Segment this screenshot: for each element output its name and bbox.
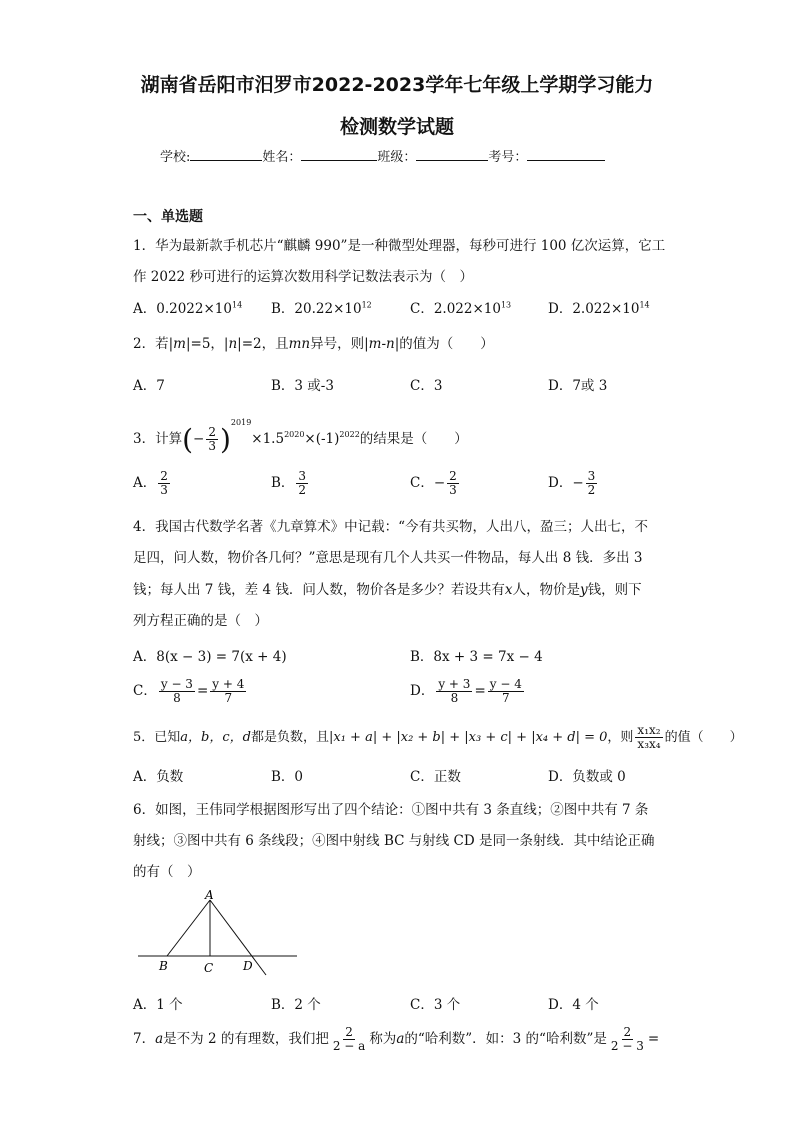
name-blank (301, 148, 377, 161)
point-label-c: C (204, 961, 214, 975)
q3-fraction: $\frac{2}{3}$ (208, 425, 216, 453)
q5-stem: 5．已知a，b，c，d都是负数，且|x₁ + a| + |x₂ + b| + |x₃ + c| + |x₄ + d| = 0，则 $\frac{\text{x₁x₂}}{\text{x₃x₄}}$ 的值（ ） (133, 723, 743, 751)
name-label: 姓名： (262, 150, 302, 165)
q6-stem-line3: 的有（ ） (133, 864, 201, 880)
line-ad (210, 900, 266, 975)
school-label: 学校: (160, 150, 191, 165)
q2-option-c: C．3 (410, 378, 443, 394)
q4-option-c: C． $\frac{y - 3}{8}$ = $\frac{y + 4}{7}$ (133, 677, 245, 705)
q2-stem: 2．若|m|=5，|n|=2，且mn异号，则|m-n|的值为（ ） (133, 336, 494, 352)
point-label-d: D (243, 959, 253, 973)
q3-option-d: D．− $\frac{3}{2}$ (548, 469, 596, 497)
q1-stem-line2: 作 2022 秒可进行的运算次数用科学记数法表示为（ ） (133, 269, 473, 285)
q2-option-d: D．7或 3 (548, 378, 608, 394)
q2-option-b: B．3 或-3 (271, 378, 334, 394)
q5-option-d: D．负数或 0 (548, 769, 626, 785)
q1-option-d: D．$2.022\times 10^{14}$ (548, 300, 650, 317)
q3-stem: 3．计算(− $\frac{2}{3}$ )$^{2019}\times 1.5^{2020}\times(-1)^{2022}$的结果是（ ） (133, 418, 468, 456)
q4-stem-line2: 足四，问人数，物价各几何？”意思是现有几个人共买一件物品，每人出 8 钱．多出 3 (133, 550, 643, 566)
q3-option-c: C．− $\frac{2}{3}$ (410, 469, 457, 497)
q1-option-b: B．$20.22\times 10^{12}$ (271, 300, 372, 317)
q4-option-b: B．8x + 3 = 7x − 4 (410, 649, 543, 665)
student-info-row (160, 146, 605, 165)
q5-option-c: C．正数 (410, 769, 461, 785)
q4-option-a: A．8(x − 3) = 7(x + 4) (133, 649, 287, 665)
q6-stem-line1: 6．如图，王伟同学根据图形写出了四个结论：①图中共有 3 条直线；②图中共有 7 条 (133, 802, 649, 818)
q6-option-a: A．1 个 (133, 997, 183, 1013)
q1-stem-line1: 1．华为最新款手机芯片“麒麟 990”是一种微型处理器，每秒可进行 100 亿次运算，它工 (133, 238, 666, 254)
school-blank (190, 148, 262, 161)
q5-option-b: B．0 (271, 769, 304, 785)
q6-option-b: B．2 个 (271, 997, 321, 1013)
q4-stem-line4: 列方程正确的是（ ） (133, 613, 268, 629)
q6-geometry-figure (130, 885, 310, 980)
q1-option-a: A．$0.2022\times 10^{14}$ (133, 300, 243, 317)
class-label: 班级： (377, 150, 417, 165)
class-blank (416, 148, 488, 161)
q3-option-b: B． $\frac{3}{2}$ (271, 469, 307, 497)
q1-option-c: C．$2.022\times 10^{13}$ (410, 300, 512, 317)
q4-stem-line1: 4．我国古代数学名著《九章算术》中记载：“今有共买物，人出八，盈三；人出七，不 (133, 519, 648, 535)
q7-stem: 7．a是不为 2 的有理数，我们把 $\frac{2}{2 - a}$ 称为a的“哈利数”．如：3 的“哈利数”是 $\frac{2}{2 - 3}$ = (133, 1025, 660, 1053)
q5-option-a: A．负数 (133, 769, 184, 785)
number-label: 考号： (488, 150, 528, 165)
number-blank (527, 148, 605, 161)
point-label-b: B (159, 959, 168, 973)
q6-stem-line2: 射线；③图中共有 6 条线段；④图中射线 BC 与射线 CD 是同一条射线．其中结论正确 (133, 833, 655, 849)
q6-option-c: C．3 个 (410, 997, 461, 1013)
point-label-a: A (205, 888, 214, 902)
q6-option-d: D．4 个 (548, 997, 599, 1013)
segment-ab (167, 900, 210, 956)
q2-option-a: A．7 (133, 378, 165, 394)
section-heading-single-choice: 一、单选题 (133, 209, 203, 225)
exam-title-line1: 湖南省岳阳市汨罗市2022-2023学年七年级上学期学习能力 (140, 74, 654, 96)
q4-stem-line3: 钱；每人出 7 钱，差 4 钱．问人数，物价各是多少？若设共有x人，物价是y钱，则下 (133, 582, 642, 598)
q4-option-d: D． $\frac{y + 3}{8}$ = $\frac{y - 4}{7}$ (410, 677, 522, 705)
exam-title-line2: 检测数学试题 (339, 116, 454, 138)
q3-option-a: A． $\frac{2}{3}$ (133, 469, 168, 497)
